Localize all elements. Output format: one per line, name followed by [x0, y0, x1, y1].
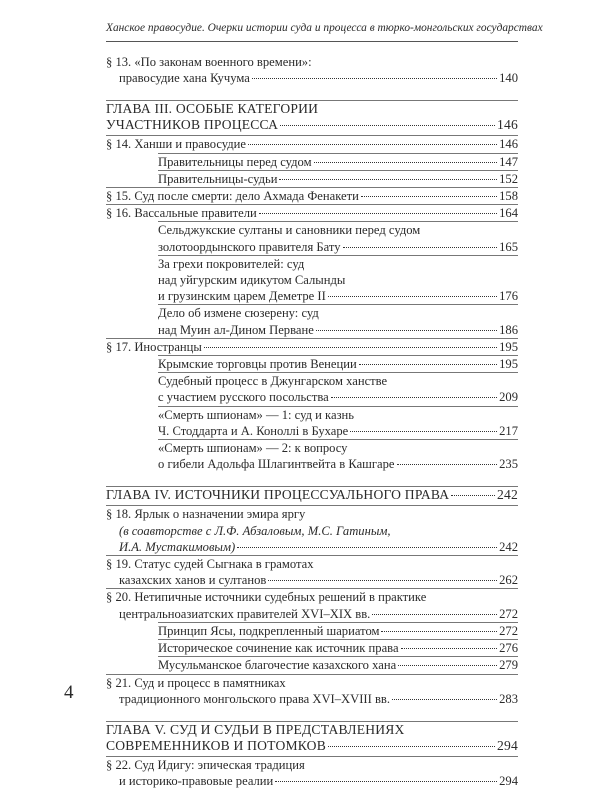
dot-leader	[381, 631, 497, 632]
toc-entry-title: За грехи покровителей: суд	[158, 256, 305, 271]
running-header: Ханское правосудие. Очерки истории суда и процесса в тюрко-монгольских государствах	[106, 22, 543, 34]
toc-page-number: 242	[497, 487, 518, 503]
toc-entry-title: Принцип Ясы, подкрепленный шариатом	[158, 623, 380, 638]
toc-entry-s18[interactable]	[106, 505, 518, 555]
toc-page-number: 272	[499, 606, 518, 621]
toc-entry-title: центральноазиатских правителей XVI–XIX вв.	[119, 606, 371, 621]
toc-entry-title: § 17. Иностранцы	[106, 339, 202, 354]
toc-page-number: 176	[499, 289, 518, 304]
toc-subentry-s20b[interactable]	[158, 639, 518, 656]
toc-entry-title: Крымские торговцы против Венеции	[158, 357, 357, 372]
toc-page-number: 147	[499, 154, 518, 169]
toc-entry-s13[interactable]	[106, 54, 518, 86]
dot-leader	[204, 347, 497, 348]
toc-entry-title: Судебный процесс в Джунгарском ханстве	[158, 374, 388, 389]
chapter-title: ГЛАВА III. ОСОБЫЕ КАТЕГОРИИ	[106, 101, 319, 117]
toc-page-number: 209	[499, 390, 518, 405]
toc-entry-title: традиционного монгольского права XVI–XVIII вв.	[119, 691, 391, 706]
toc-entry-title: Историческое сочинение как источник права	[158, 641, 399, 656]
toc-entry-title: золотоордынского правителя Бату	[158, 239, 341, 254]
chapter-title: СОВРЕМЕННИКОВ И ПОТОМКОВ	[106, 737, 326, 753]
toc-entry-title: § 22. Суд Идигу: эпическая традиция	[106, 757, 305, 772]
toc-entry-title: Правительницы-судьи	[158, 171, 278, 186]
dot-leader	[316, 330, 497, 331]
toc-entry-s22[interactable]	[106, 756, 518, 789]
dot-leader	[331, 397, 497, 398]
toc-subentry-s20a[interactable]	[158, 622, 518, 639]
dot-leader	[451, 495, 495, 496]
toc-entry-title: о гибели Адольфа Шлагинтвейта в Кашгаре	[158, 457, 395, 472]
toc-entry-s17[interactable]	[106, 338, 518, 355]
toc-page-number: 217	[499, 423, 518, 438]
toc-chapter-5[interactable]	[106, 721, 518, 754]
toc-subentry-s17b[interactable]	[158, 372, 518, 405]
dot-leader	[401, 648, 498, 649]
toc-entry-title: § 19. Статус судей Сыгнака в грамотах	[106, 557, 314, 572]
chapter-title: ГЛАВА V. СУД И СУДЬИ В ПРЕДСТАВЛЕНИЯХ	[106, 721, 405, 737]
toc-page-number: 262	[499, 573, 518, 588]
toc-entry-title: над уйгурским идикутом Салынды	[158, 273, 346, 288]
toc-entry-title: над Муин ал-Дином Перване	[158, 322, 314, 337]
toc-entry-title: § 18. Ярлык о назначении эмира яргу	[106, 507, 306, 522]
dot-leader	[398, 665, 497, 666]
dot-leader	[361, 196, 497, 197]
dot-leader	[359, 364, 497, 365]
chapter-title: ГЛАВА IV. ИСТОЧНИКИ ПРОЦЕССУАЛЬНОГО ПРАВА	[106, 487, 450, 503]
toc-entry-title: Сельджукские султаны и сановники перед судом	[158, 223, 421, 238]
toc-page-number: 283	[499, 691, 518, 706]
toc-entry-s19[interactable]	[106, 555, 518, 588]
table-of-contents	[106, 54, 518, 789]
toc-page-number: 146	[497, 117, 518, 133]
toc-page-number: 140	[499, 71, 518, 86]
toc-page-number: 294	[499, 774, 518, 789]
dot-leader	[259, 213, 497, 214]
toc-entry-title: и историко-правовые реалии	[119, 774, 274, 789]
toc-entry-title: Мусульманское благочестие казахского хана	[158, 658, 397, 673]
toc-subentry-s16a[interactable]	[158, 221, 518, 254]
toc-entry-title: с участием русского посольства	[158, 390, 329, 405]
toc-entry-s20[interactable]	[106, 588, 518, 621]
toc-chapter-3[interactable]	[106, 100, 518, 133]
toc-page-number: 152	[499, 171, 518, 186]
toc-chapter-4[interactable]	[106, 486, 518, 503]
dot-leader	[280, 125, 495, 126]
toc-entry-title: § 14. Ханши и правосудие	[106, 137, 246, 152]
toc-page-number: 186	[499, 322, 518, 337]
toc-page-number: 146	[499, 137, 518, 152]
toc-entry-title: § 21. Суд и процесс в памятниках	[106, 675, 286, 690]
dot-leader	[343, 247, 498, 248]
dot-leader	[248, 144, 497, 145]
toc-subentry-s16c[interactable]	[158, 304, 518, 337]
toc-page-number: 164	[499, 206, 518, 221]
toc-entry-title: § 15. Суд после смерти: дело Ахмада Фенакети	[106, 189, 359, 204]
dot-leader	[279, 179, 497, 180]
page-number: 4	[64, 682, 74, 703]
toc-page-number: 272	[499, 623, 518, 638]
toc-entry-coauthors: И.А. Мустакимовым)	[119, 539, 236, 554]
dot-leader	[328, 746, 495, 747]
dot-leader	[314, 162, 498, 163]
toc-entry-title: § 20. Нетипичные источники судебных решений в практике	[106, 590, 427, 605]
toc-entry-title: казахских ханов и султанов	[119, 573, 267, 588]
header-rule	[106, 41, 518, 42]
toc-page-number: 235	[499, 457, 518, 472]
toc-page-number: 195	[499, 339, 518, 354]
dot-leader	[350, 431, 497, 432]
toc-entry-title: и грузинским царем Деметре II	[158, 289, 326, 304]
toc-entry-title: «Смерть шпионам» — 2: к вопросу	[158, 441, 348, 456]
toc-page-number: 158	[499, 189, 518, 204]
toc-entry-title: Ч. Стоддарта и А. Коноллi в Бухаре	[158, 423, 349, 438]
dot-leader	[328, 296, 497, 297]
toc-subentry-s17c[interactable]	[158, 406, 518, 439]
toc-entry-s15[interactable]	[106, 187, 518, 204]
toc-page-number: 242	[499, 539, 518, 554]
toc-entry-title: «Смерть шпионам» — 1: суд и казнь	[158, 407, 355, 422]
toc-subentry-s14a[interactable]	[158, 153, 518, 170]
toc-entry-s16[interactable]	[106, 204, 518, 221]
dot-leader	[268, 580, 497, 581]
dot-leader	[397, 464, 498, 465]
toc-subentry-s17a[interactable]	[158, 355, 518, 372]
toc-subentry-s16b[interactable]	[158, 255, 518, 305]
toc-entry-title: Дело об измене сюзерену: суд	[158, 306, 319, 321]
chapter-title: УЧАСТНИКОВ ПРОЦЕССА	[106, 117, 279, 133]
toc-subentry-s14b[interactable]	[158, 170, 518, 187]
toc-entry-coauthors: (в соавторстве с Л.Ф. Абзаловым, М.С. Гатиным,	[119, 523, 391, 538]
toc-subentry-s17d[interactable]	[158, 439, 518, 472]
dot-leader	[275, 781, 497, 782]
dot-leader	[237, 547, 497, 548]
dot-leader	[372, 614, 497, 615]
toc-page-number: 294	[497, 737, 518, 753]
toc-subentry-s20c[interactable]	[158, 656, 518, 673]
toc-entry-title: Правительницы перед судом	[158, 154, 312, 169]
toc-entry-title: правосудие хана Кучума	[119, 71, 250, 86]
toc-entry-title: § 13. «По законам военного времени»:	[106, 55, 312, 69]
toc-entry-title: § 16. Вассальные правители	[106, 206, 257, 221]
toc-entry-s21[interactable]	[106, 674, 518, 707]
toc-page-number: 276	[499, 641, 518, 656]
dot-leader	[252, 78, 497, 79]
toc-page-number: 195	[499, 357, 518, 372]
dot-leader	[392, 699, 497, 700]
toc-entry-s14[interactable]	[106, 135, 518, 152]
toc-page-number: 279	[499, 658, 518, 673]
toc-page-number: 165	[499, 239, 518, 254]
